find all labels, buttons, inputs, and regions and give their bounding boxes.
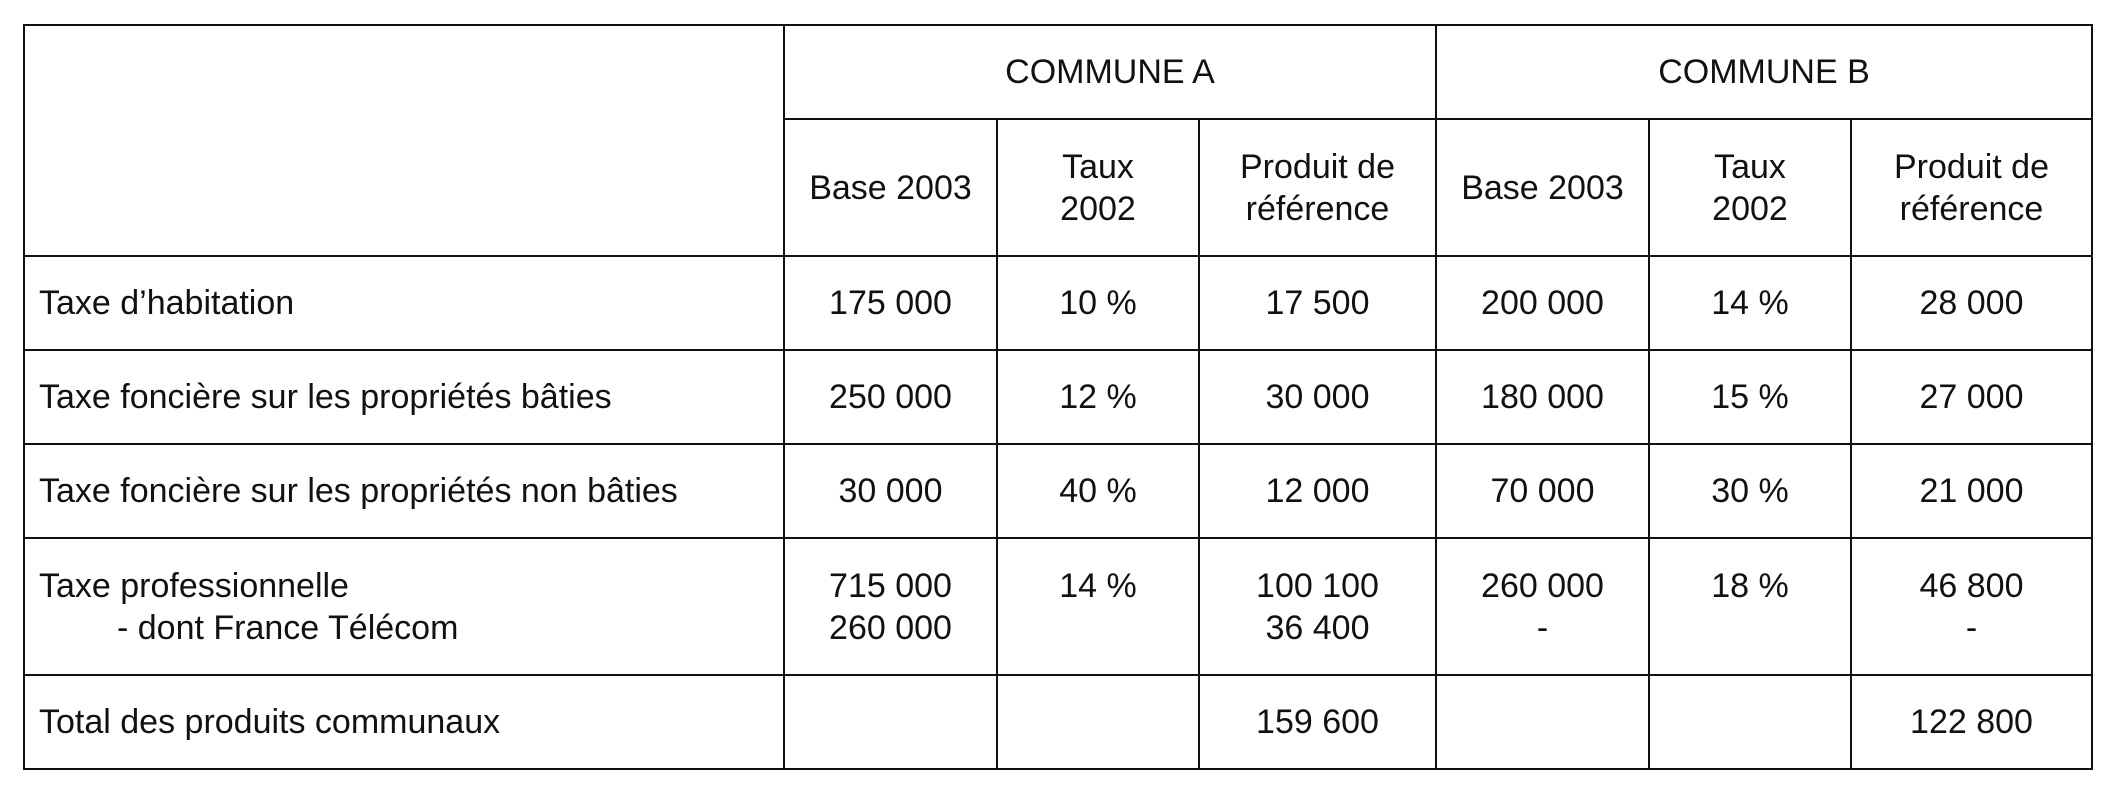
row-label (24, 538, 784, 675)
table-row-taxe-habitation (24, 256, 2092, 350)
cell-b-base: 70 000 (1436, 444, 1649, 538)
col-header-line: Base 2003 (809, 168, 972, 207)
cell-value: 260 000 (1481, 567, 1604, 605)
cell-b-produit (1851, 538, 2092, 675)
cell-b-taux (1649, 538, 1851, 675)
cell-b-taux: 30 % (1649, 444, 1851, 538)
col-header-line: 2002 (1712, 189, 1788, 228)
col-header-a-taux (997, 119, 1199, 256)
col-header-line: Produit de (1894, 147, 2049, 186)
cell-value: 18 % (1711, 567, 1789, 605)
row-label: Taxe foncière sur les propriétés non bâties (24, 444, 784, 538)
cell-a-produit (1199, 538, 1436, 675)
header-empty-cell (24, 25, 784, 256)
table-row-taxe-professionnelle (24, 538, 2092, 675)
cell-a-taux (997, 538, 1199, 675)
communal-tax-table (23, 24, 2093, 770)
col-header-b-produit (1851, 119, 2092, 256)
cell-a-produit: 159 600 (1199, 675, 1436, 769)
cell-a-taux: 10 % (997, 256, 1199, 350)
row-label: Taxe d’habitation (24, 256, 784, 350)
cell-b-base: 180 000 (1436, 350, 1649, 444)
cell-b-produit: 27 000 (1851, 350, 2092, 444)
cell-b-base (1436, 538, 1649, 675)
cell-value: 46 800 (1919, 567, 2024, 605)
col-header-b-taux (1649, 119, 1851, 256)
cell-b-base: 200 000 (1436, 256, 1649, 350)
row-label: Taxe foncière sur les propriétés bâties (24, 350, 784, 444)
cell-a-base-empty (784, 675, 997, 769)
cell-value-sub: - (1536, 609, 1549, 647)
commune-a-header: COMMUNE A (784, 25, 1436, 119)
table-row-foncier-bati (24, 350, 2092, 444)
col-header-line: Base 2003 (1461, 168, 1624, 207)
col-header-line: 2002 (1060, 189, 1136, 228)
cell-a-base: 250 000 (784, 350, 997, 444)
col-header-a-produit (1199, 119, 1436, 256)
cell-b-taux: 14 % (1649, 256, 1851, 350)
commune-b-header: COMMUNE B (1436, 25, 2092, 119)
cell-a-base (784, 538, 997, 675)
cell-a-taux-empty (997, 675, 1199, 769)
cell-b-base-empty (1436, 675, 1649, 769)
cell-b-produit: 122 800 (1851, 675, 2092, 769)
cell-value-sub: 36 400 (1265, 609, 1370, 647)
cell-value-sub: - (1965, 609, 1978, 647)
row-label-sub: - dont France Télécom (117, 609, 459, 647)
row-label-main: Taxe professionnelle (39, 567, 349, 605)
col-header-a-base (784, 119, 997, 256)
cell-b-produit: 21 000 (1851, 444, 2092, 538)
cell-value: 100 100 (1256, 567, 1379, 605)
cell-b-taux: 15 % (1649, 350, 1851, 444)
col-header-line: Produit de (1240, 147, 1395, 186)
col-header-line: Taux (1062, 147, 1134, 186)
row-label: Total des produits communaux (24, 675, 784, 769)
cell-value-sub: 260 000 (829, 609, 952, 647)
table-row-foncier-non-bati (24, 444, 2092, 538)
cell-a-base: 30 000 (784, 444, 997, 538)
cell-b-taux-empty (1649, 675, 1851, 769)
col-header-line: Taux (1714, 147, 1786, 186)
table-row-total (24, 675, 2092, 769)
header-row-communes (24, 25, 2092, 119)
cell-a-base: 175 000 (784, 256, 997, 350)
cell-a-produit: 12 000 (1199, 444, 1436, 538)
cell-a-taux: 12 % (997, 350, 1199, 444)
col-header-line: référence (1245, 189, 1390, 228)
cell-value: 715 000 (829, 567, 952, 605)
col-header-line: référence (1899, 189, 2044, 228)
cell-value: 14 % (1059, 567, 1137, 605)
cell-b-produit: 28 000 (1851, 256, 2092, 350)
cell-a-taux: 40 % (997, 444, 1199, 538)
cell-a-produit: 17 500 (1199, 256, 1436, 350)
cell-a-produit: 30 000 (1199, 350, 1436, 444)
col-header-b-base (1436, 119, 1649, 256)
